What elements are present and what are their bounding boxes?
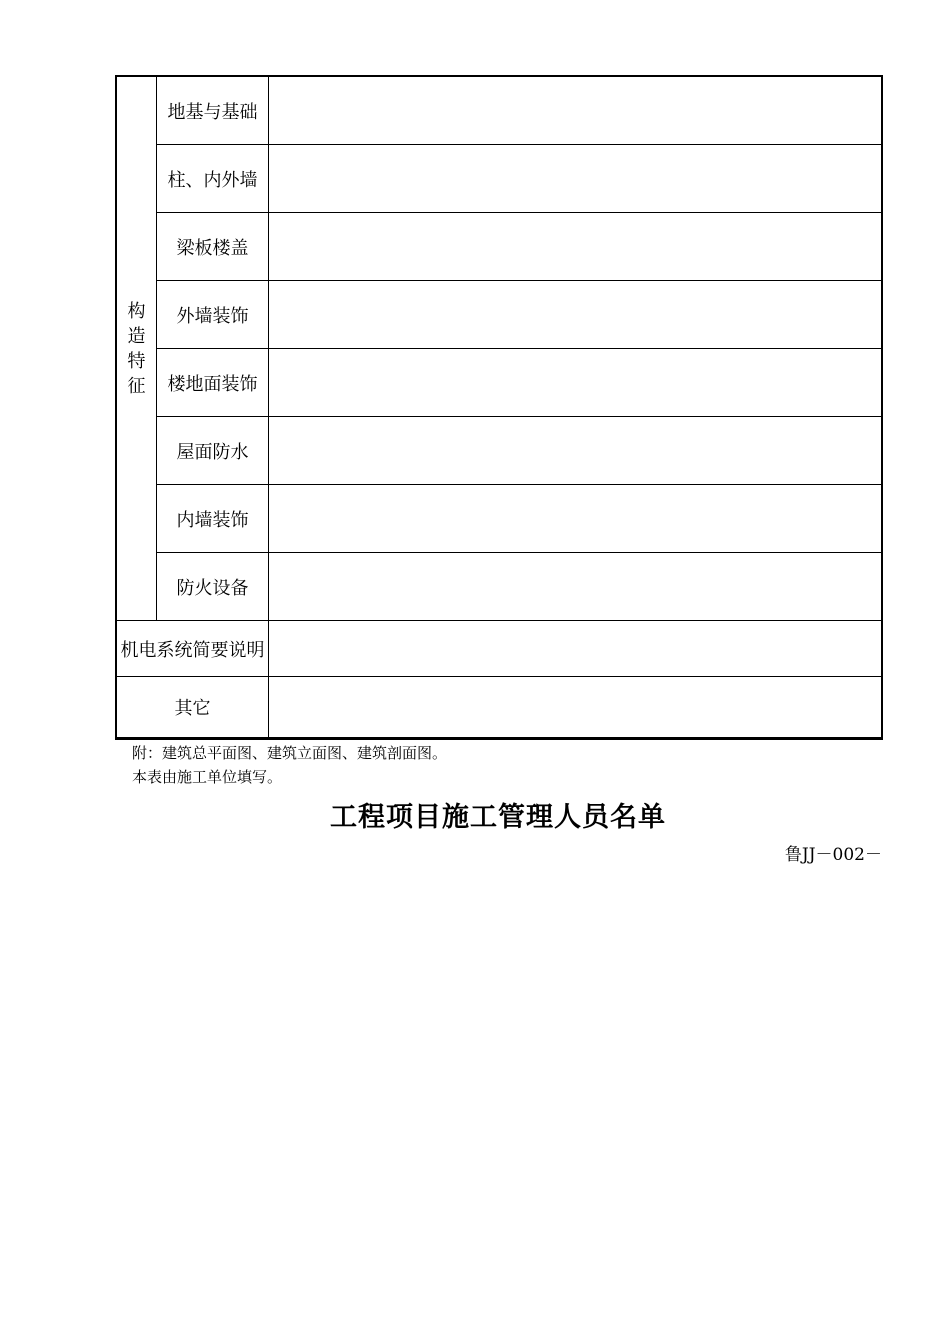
table-row [117,485,883,553]
item-value-field[interactable] [269,213,883,281]
item-label: 内墙装饰 [157,485,269,553]
item-label: 屋面防水 [157,417,269,485]
item-value-field[interactable] [269,553,883,621]
other-label: 其它 [117,677,269,738]
item-label: 外墙装饰 [157,281,269,349]
item-label: 柱、内外墙 [157,145,269,213]
table-row [117,77,883,145]
construction-features-table [116,76,883,738]
table-row [117,553,883,621]
table-row [117,281,883,349]
table-row [117,145,883,213]
item-value-field[interactable] [269,485,883,553]
table-row [117,349,883,417]
group-label-cell [117,77,157,621]
item-value-field[interactable] [269,77,883,145]
item-label: 楼地面装饰 [157,349,269,417]
item-label: 地基与基础 [157,77,269,145]
table-row-mech [117,621,883,677]
item-value-field[interactable] [269,349,883,417]
item-label: 梁板楼盖 [157,213,269,281]
table-row [117,417,883,485]
item-value-field[interactable] [269,145,883,213]
table-row-other [117,677,883,738]
table-row [117,213,883,281]
item-label: 防火设备 [157,553,269,621]
mech-value-field[interactable] [269,621,883,677]
group-label: 构 造 特 征 [127,300,146,397]
other-value-field[interactable] [269,677,883,738]
form-code: 鲁JJ－002－ [784,845,882,865]
item-value-field[interactable] [269,281,883,349]
item-value-field[interactable] [269,417,883,485]
note-filled-by: 本表由施工单位填写。 [132,768,283,786]
page-title: 工程项目施工管理人员名单 [330,802,666,833]
mech-label: 机电系统简要说明 [117,621,269,677]
note-attachments: 附：建筑总平面图、建筑立面图、建筑剖面图。 [132,744,448,762]
